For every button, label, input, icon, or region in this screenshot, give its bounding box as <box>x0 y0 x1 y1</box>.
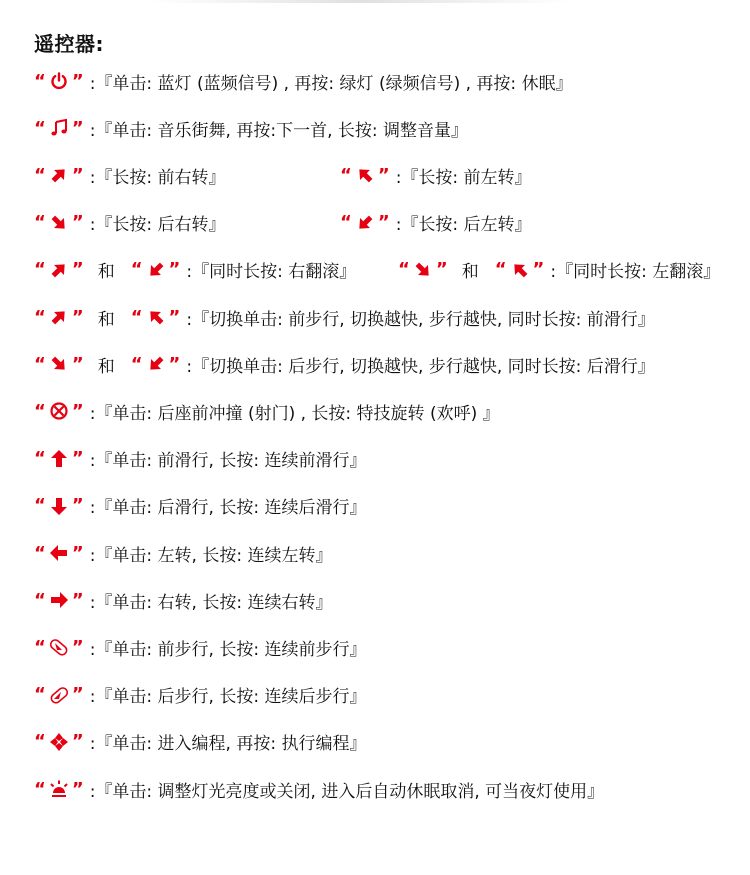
quote-close: ” <box>71 495 84 517</box>
arrow-up-right-icon <box>47 307 71 327</box>
instruction-segment-secondary <box>340 209 532 237</box>
quote-open: “ <box>494 259 507 281</box>
quote-open: “ <box>34 636 46 658</box>
instruction-segment <box>34 633 367 661</box>
instruction-text: :『同时长按: 右翻滚』 <box>186 262 357 283</box>
arrow-down-left-icon <box>144 354 168 374</box>
instruction-segment <box>34 114 468 142</box>
instruction-text: :『单击: 蓝灯 (蓝频信号) , 再按: 绿灯 (绿频信号) , 再按: 休眠』 <box>89 73 573 94</box>
quote-open: “ <box>34 70 46 92</box>
quote-close: ” <box>71 589 84 611</box>
instruction-text: :『单击: 前步行, 长按: 连续前步行』 <box>89 639 367 660</box>
quote-close: ” <box>71 306 84 328</box>
instruction-segment <box>34 586 333 614</box>
instruction-segment <box>34 492 367 520</box>
and-connector: 和 <box>97 262 115 283</box>
instruction-text: :『长按: 前右转』 <box>89 167 226 188</box>
arrow-right-icon <box>47 590 71 610</box>
quote-close: ” <box>71 164 84 186</box>
quote-open: “ <box>340 164 352 186</box>
music-icon <box>47 118 71 138</box>
quote-close: ” <box>168 353 181 375</box>
instruction-segment <box>34 728 367 756</box>
quote-open: “ <box>130 353 143 375</box>
quote-open: “ <box>34 306 46 328</box>
instruction-text: :『切换单击: 前步行, 切换越快, 步行越快, 同时长按: 前滑行』 <box>186 309 655 330</box>
instruction-segment <box>34 256 356 284</box>
instruction-segment <box>34 775 604 803</box>
instruction-text: :『单击: 右转, 长按: 连续右转』 <box>89 592 333 613</box>
instruction-segment <box>34 397 500 425</box>
arrow-down-left-icon <box>353 213 377 233</box>
walk-back-icon <box>47 685 71 705</box>
instruction-segment <box>34 350 655 378</box>
instruction-text: :『长按: 后右转』 <box>89 215 226 236</box>
quote-open: “ <box>34 400 46 422</box>
quote-open: “ <box>130 306 143 328</box>
instruction-text-secondary: :『同时长按: 左翻滚』 <box>550 262 721 283</box>
instruction-segment <box>34 445 367 473</box>
instruction-segment <box>34 681 367 709</box>
arrow-left-icon <box>47 543 71 563</box>
quote-close: ” <box>71 400 84 422</box>
quote-close: ” <box>532 259 545 281</box>
quote-close: ” <box>377 212 390 234</box>
quote-close: ” <box>168 259 181 281</box>
page-title: 遥控器: <box>34 32 104 56</box>
quote-close: ” <box>435 259 448 281</box>
arrow-down-icon <box>47 496 71 516</box>
arrow-up-right-icon <box>47 260 71 280</box>
instruction-text: :『单击: 调整灯光亮度或关闭, 进入后自动休眠取消, 可当夜灯使用』 <box>89 781 605 802</box>
quote-open: “ <box>34 731 46 753</box>
quote-close: ” <box>71 731 84 753</box>
quote-open: “ <box>130 259 143 281</box>
and-connector: 和 <box>461 262 479 283</box>
instruction-segment <box>34 303 655 331</box>
arrow-down-right-icon <box>47 213 71 233</box>
arrow-down-left-icon <box>144 260 168 280</box>
quote-close: ” <box>71 353 84 375</box>
quote-close: ” <box>71 542 84 564</box>
quote-close: ” <box>71 778 84 800</box>
quote-close: ” <box>71 259 84 281</box>
instruction-text: :『单击: 进入编程, 再按: 执行编程』 <box>89 734 367 755</box>
quote-open: “ <box>34 589 46 611</box>
and-connector: 和 <box>97 356 115 377</box>
power-icon <box>47 71 71 91</box>
arrow-up-left-icon <box>144 307 168 327</box>
instruction-segment-secondary <box>340 161 532 189</box>
instruction-text: :『单击: 后滑行, 长按: 连续后滑行』 <box>89 498 367 519</box>
quote-open: “ <box>34 542 46 564</box>
instruction-text: :『单击: 后步行, 长按: 连续后步行』 <box>89 687 367 708</box>
quote-open: “ <box>34 164 46 186</box>
quote-close: ” <box>71 212 84 234</box>
instruction-text-secondary: :『长按: 后左转』 <box>395 215 532 236</box>
arrow-up-right-icon <box>47 165 71 185</box>
instruction-segment <box>34 539 333 567</box>
instruction-text: :『单击: 后座前冲撞 (射门) , 长按: 特技旋转 (欢呼) 』 <box>89 403 500 424</box>
instruction-text-secondary: :『长按: 前左转』 <box>395 167 532 188</box>
program-icon <box>47 732 71 752</box>
quote-close: ” <box>71 684 84 706</box>
quote-close: ” <box>71 636 84 658</box>
quote-close: ” <box>71 117 84 139</box>
instruction-segment <box>34 161 226 189</box>
quote-open: “ <box>34 259 46 281</box>
quote-close: ” <box>377 164 390 186</box>
quote-open: “ <box>34 117 46 139</box>
quote-open: “ <box>34 353 46 375</box>
instruction-text: :『切换单击: 后步行, 切换越快, 步行越快, 同时长按: 后滑行』 <box>186 356 655 377</box>
arrow-down-right-icon <box>47 354 71 374</box>
arrow-up-left-icon <box>353 165 377 185</box>
quote-open: “ <box>34 684 46 706</box>
light-icon <box>47 779 71 799</box>
walk-forward-icon <box>47 637 71 657</box>
quote-close: ” <box>71 70 84 92</box>
top-divider <box>150 0 570 3</box>
quote-open: “ <box>34 448 46 470</box>
arrow-up-icon <box>47 449 71 469</box>
instruction-segment-secondary <box>398 256 720 284</box>
instruction-text: :『单击: 前滑行, 长按: 连续前滑行』 <box>89 451 367 472</box>
and-connector: 和 <box>97 309 115 330</box>
quote-open: “ <box>34 212 46 234</box>
arrow-down-right-icon <box>411 260 435 280</box>
quote-open: “ <box>34 778 46 800</box>
arrow-up-left-icon <box>508 260 532 280</box>
instruction-segment <box>34 67 573 95</box>
target-icon <box>47 401 71 421</box>
quote-open: “ <box>398 259 410 281</box>
instruction-text: :『单击: 音乐街舞, 再按:下一首, 长按: 调整音量』 <box>89 120 469 141</box>
instruction-segment <box>34 209 226 237</box>
quote-close: ” <box>71 448 84 470</box>
quote-open: “ <box>34 495 46 517</box>
quote-close: ” <box>168 306 181 328</box>
quote-open: “ <box>340 212 352 234</box>
instruction-text: :『单击: 左转, 长按: 连续左转』 <box>89 545 333 566</box>
